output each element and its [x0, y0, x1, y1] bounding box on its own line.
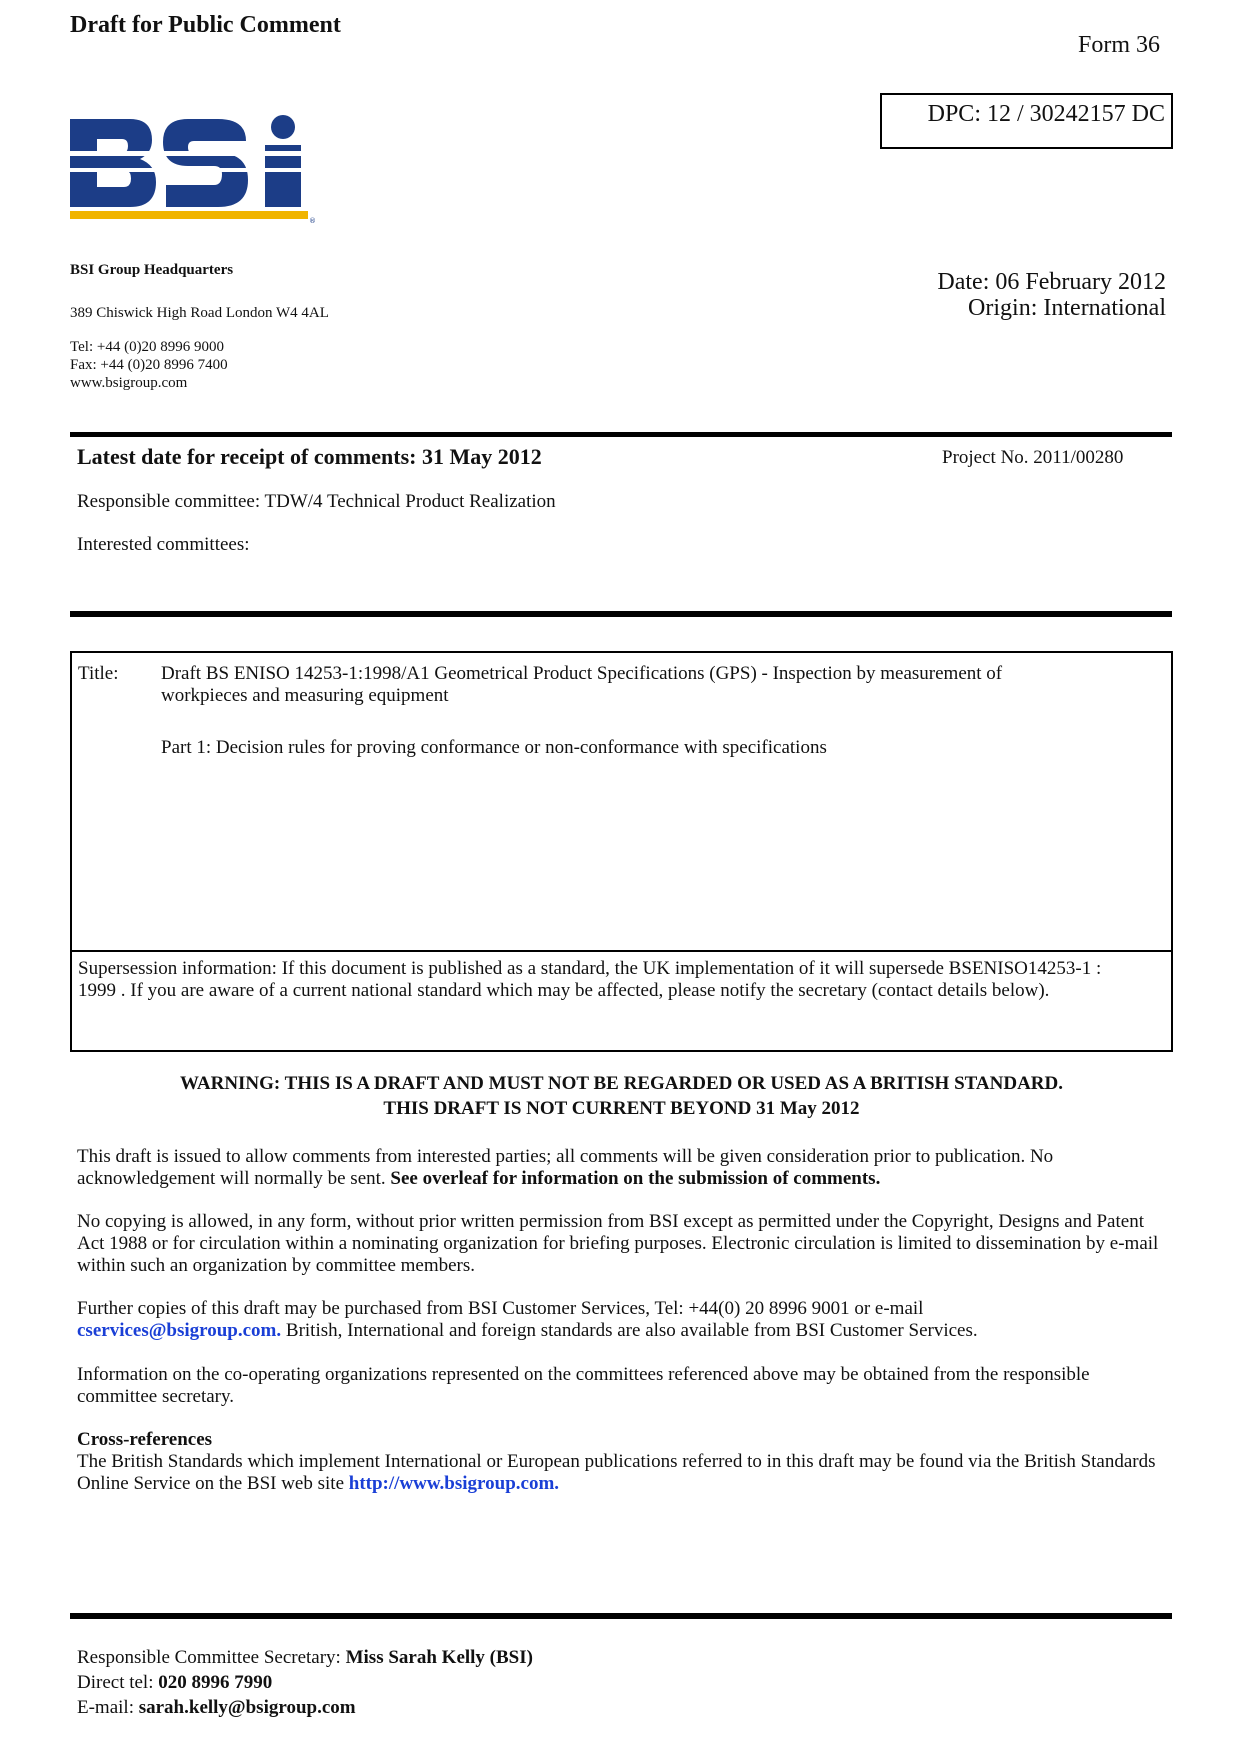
title-line-2: workpieces and measuring equipment — [161, 685, 449, 706]
paragraph-copying: No copying is allowed, in any form, without prior written permission from BSI except as permitted under the Copyright, Designs and Patent Act 1988 or for circulation within a nominating organization for briefing purposes. Electronic circulation is limited to dissemination by e-mail within such an organization by committee members. — [77, 1211, 1159, 1276]
org-website[interactable]: www.bsigroup.com — [70, 375, 188, 391]
customer-services-email-link[interactable]: cservices@bsigroup.com. — [77, 1320, 282, 1341]
paragraph-copies-tail: British, International and foreign standards are also available from BSI Customer Services. — [285, 1320, 978, 1341]
org-name: BSI Group Headquarters — [70, 262, 234, 278]
dpc-reference: DPC: 12 / 30242157 DC — [927, 101, 1165, 127]
supersession-info: Supersession information: If this document is published as a standard, the UK implementation of it will supersede BSENISO14253-1 : 1999 . If you are aware of a current national standard which may be affected, please notify the secretary (contact details below). — [78, 958, 1102, 1001]
title-label: Title: — [78, 663, 119, 684]
doc-date: Date: 06 February 2012 — [937, 269, 1166, 295]
paragraph-copies-text: Further copies of this draft may be purchased from BSI Customer Services, Tel: +44(0) 20 8996 9001 or e-mail — [77, 1298, 924, 1319]
responsible-committee: Responsible committee: TDW/4 Technical Product Realization — [77, 491, 556, 512]
crossref-text: The British Standards which implement International or European publications referred to in this draft may be found via the British Standards Online Service on the BSI web site — [77, 1451, 1156, 1494]
secretary-name: Miss Sarah Kelly (BSI) — [345, 1647, 533, 1668]
secretary-label: Responsible Committee Secretary: — [77, 1647, 341, 1668]
paragraph-comments-text: This draft is issued to allow comments from interested parties; all comments will be given consideration prior to publication. No acknowledgement will normally be sent. — [77, 1146, 1054, 1189]
draft-label: Draft for Public Comment — [70, 12, 341, 38]
divider-middle — [70, 611, 1172, 617]
title-box-divider — [72, 950, 1171, 952]
direct-tel-label: Direct tel: — [77, 1672, 154, 1693]
crossref-heading: Cross-references — [77, 1429, 213, 1450]
comments-deadline: Latest date for receipt of comments: 31 May 2012 — [77, 444, 542, 469]
org-tel: Tel: +44 (0)20 8996 9000 — [70, 339, 225, 355]
bsi-logo — [70, 115, 316, 227]
secretary-email[interactable]: sarah.kelly@bsigroup.com — [138, 1697, 356, 1718]
paragraph-comments-bold: See overleaf for information on the submission of comments. — [390, 1168, 881, 1189]
interested-committees: Interested committees: — [77, 534, 250, 555]
project-number: Project No. 2011/00280 — [942, 447, 1124, 468]
paragraph-comments — [77, 1146, 1172, 1190]
logo-underline — [70, 211, 308, 219]
paragraph-cooperating: Information on the co-operating organizations represented on the committees referenced above may be obtained from the responsible committee secretary. — [77, 1364, 1090, 1407]
warning-line-1: WARNING: THIS IS A DRAFT AND MUST NOT BE REGARDED OR USED AS A BRITISH STANDARD. — [179, 1073, 1063, 1094]
email-label: E-mail: — [77, 1697, 134, 1718]
title-line-1: Draft BS ENISO 14253-1:1998/A1 Geometrical Product Specifications (GPS) - Inspection by measurement of — [161, 663, 1003, 684]
bsi-website-link[interactable]: http://www.bsigroup.com. — [348, 1473, 560, 1494]
svg-text:®: ® — [309, 217, 316, 225]
dpc-box — [880, 93, 1173, 149]
direct-tel-line — [77, 1672, 272, 1694]
divider-bottom — [70, 1613, 1172, 1619]
org-street: 389 Chiswick High Road London W4 4AL — [70, 305, 329, 321]
org-fax: Fax: +44 (0)20 8996 7400 — [70, 357, 228, 373]
title-part: Part 1: Decision rules for proving conformance or non-conformance with specifications — [161, 737, 827, 758]
paragraph-copies — [77, 1298, 1172, 1342]
warning-line-2: THIS DRAFT IS NOT CURRENT BEYOND 31 May 2012 — [383, 1098, 860, 1119]
direct-tel-value: 020 8996 7990 — [158, 1672, 273, 1693]
title-text — [161, 663, 1141, 707]
title-box — [70, 651, 1173, 1052]
form-number: Form 36 — [1078, 32, 1161, 58]
email-line — [77, 1697, 356, 1719]
divider-top — [70, 432, 1172, 437]
crossref-paragraph — [77, 1451, 1172, 1495]
secretary-line — [77, 1647, 533, 1669]
doc-origin: Origin: International — [968, 295, 1166, 321]
bsi-logo-letters — [70, 115, 310, 207]
